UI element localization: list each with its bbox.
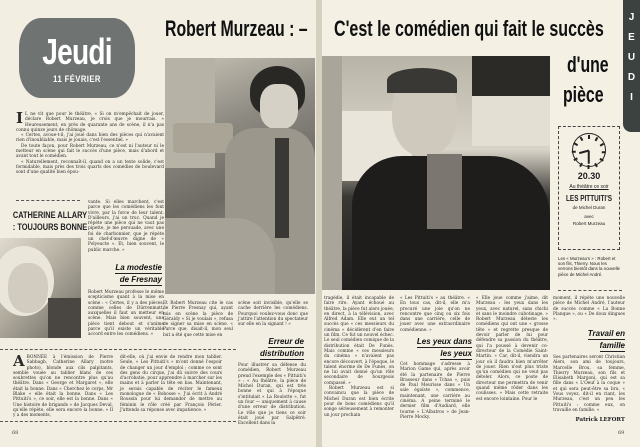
subhead-erreur: Erreur de distribution (260, 337, 304, 358)
showtime-time: 20.30 (577, 171, 601, 181)
photo-shirt (275, 138, 289, 238)
section-rule-top (0, 349, 236, 350)
page-number-left: 68 (12, 430, 19, 436)
caption-rule (558, 290, 622, 291)
photo-ledge (472, 96, 550, 146)
fresnay-col2: scène soit invisible, qu'elle se cache derrière les comédiens. Pourquoi voulez-vous donc que j'attire l'attention du spectateur sur elle en la signant ! » (238, 301, 308, 328)
photo-robert-murzeau (165, 58, 315, 294)
showtime-author: de Michel Duran (572, 205, 606, 210)
headline-line2: d'une (567, 52, 609, 77)
intro-article (16, 109, 164, 176)
right-page (322, 0, 640, 447)
author-signature: Patrick LEFORT (575, 417, 625, 423)
intro-continuation: vante. Si elles marchent, c'est parce que les comédiens les font vivre, par la force de leur talent. D'ailleurs, j'ai un truc. Quand je répète une pièce qui ne vaut pas pipette, je me persuade, avec une foi de charbonnier, que je répète un chef-d'œuvre digne de « Polyeucte ». Et, bien souvent, le public marche. » (88, 200, 164, 253)
photo-caption: Les « Murzeau's » : Robert et son fils, Thierry. Nous les verrons bientôt dans la nouvelle pièce de Michel André. (558, 256, 620, 277)
col3-text: « Elle joue comme j'aime, dit Murzeau : les yeux dans les yeux, avec naturel, sans chichi et sans le moindre cabotinage. » Robert Murzeau déteste les comédiens qui ont une « grosse tête » et regrette presque de devoir parler de lui pour défendre sa passion du théâtre, qui l'a poussé à devenir co-directeur de la Comédie Saint-Martin. « Car, dit-il, viendra un jour où il faudra bien m'arrêter de jouer. Rien n'est plus triste qu'un comédien qui ne veut pas dételer. Alors, ce poste de directeur me permettra de venir quand même rôder dans les coulisses. » Mais cette retraite est encore lointaine. Pour le (476, 296, 548, 402)
photo-catherine-hand (48, 298, 81, 338)
subhead-modestie: La modestie de Fresnay (115, 263, 162, 284)
photo-catherine-allary (0, 238, 81, 338)
photo-son-edge (322, 56, 342, 290)
catherine-heading: CATHERINE ALLARY : TOUJOURS BONNE (12, 210, 88, 233)
intro-p2: « Certes, avoue-t-il, j'ai joué dans bien des pièces qui n'avaient rien d'inoubliable, mais je jouais, c'est l'essentiel. » (16, 133, 164, 144)
modestie-text: Robert Murzeau professe le même scepticisme quant à la mise en scène : « Certes, il y a des pièces, comme celles de Dürrenmatt, auxquelles il faut un metteur en scène. Mais bien souvent, une pièce tient debout et s'anime parce qu'il existe un véritable accord entre les comédiens. » (88, 290, 164, 338)
photo-father-sweater (427, 154, 462, 229)
headline-line3: pièce (563, 82, 604, 107)
travail-text: Ses partenaires seront Christian Alers, son ami de toujours, Marcelle Brou, sa femme, Thierry Murzeau, son fils et Elisabeth Margoni, qui est sa fille dans « L'Oeuf à la coque » et qui sera peut-être sa bru. « Vous voyez, dit-il en riant, les Murzeau, c'est un peu les Pittuiti's : comme eux, on travaille en famille. » (553, 355, 625, 413)
showtime-label: Au théâtre ce soir (569, 184, 609, 190)
col2-text: « Les Pittuiti's » au théâtre. « En tous cas, dit-il, elle m'a procuré une joie qu'on ne rencontre que cinq ou six fois dans une carrière, celle de jouer avec une extraordinaire comédienne. » (400, 296, 470, 333)
intro-p3: De toute façon, pour Robert Murzeau, ce n'est ni l'auteur ni le metteur en scène qui fait le succès d'une pièce, mais d'abord et avant tout le comédien. (16, 143, 164, 160)
yeux-text: Cet hommage s'adresse à Marion Game qui, après avoir été la partenaire de Pierre Brasseur dans « Tchao », puis de Paul Meurisse dans « Un sale égoïste », commence, maintenant, une carrière au cinéma. A peine terminé le dernier film d'Audiard, elle tourne « L'Albatros » de Jean-Pierre Mocky. (400, 362, 470, 420)
erreur-text: Pour illustrer sa défense du comédien, Robert Murzeau prend l'exemple des « Pittuiti's » : « Au théâtre, la pièce de Michel Duran, qui est très bonne et qui à l'époque s'intitulait « La Roulotte », fut un four — uniquement à cause d'une erreur de distribution. Le rôle que je tiens ce soir était joué par Salpêtré. Excellent dans la (238, 363, 306, 427)
photo-catherine-face (8, 263, 48, 313)
catherine-col2: dit-elle, où j'ai envie de rendre mon tablier. Seule, « Les Pittuiti's » m'ont donné l'espoir de changer un jour d'emploi ; comme ce sont des gens du cirque, j'ai dû suivre des cours d'acrobatie, pour apprendre à marcher sur les mains et à parler la tête en bas. Maintenant, je serais capable de réciter le fameux monologue de « Bobosse ». J'ai écrit à André Roussin pour lui demander de mettre au féminin le rôle créé par François Périer. J'attends sa réponse avec impatience. » (120, 355, 222, 413)
dropcap-i: I (16, 109, 24, 127)
catherine-col1: A BONNÉE à l'émission de Pierre Sabbagh, Catherine Allary (notre photo), blonde aux cils palpitants, semble vouée au tablier blanc de ces soubrettes qu'on ne rencontre plus qu'au théâtre. Dans « George et Margaret », elle était la bonne. Dans « Cherchez le corps, Mr Blake » elle était la bonne. Dans « Les Pittuiti's », ce soir, elle est la bonne. Dans « Une histoire de brigands » de Jacques Deval, qu'elle répète, elle sera encore la bonne. « Il y a des moments, (13, 352, 113, 419)
left-page (0, 0, 316, 447)
badge-date: 11 FÉVRIER (53, 74, 101, 84)
headline-left: Robert Murzeau : – (165, 16, 308, 41)
dropcap-a: A (13, 352, 25, 370)
showtime-title: LES PITTUITI'S (566, 194, 612, 203)
showtime-actor: Robert Murzeau (572, 221, 606, 226)
photo-father-hair (387, 68, 457, 93)
side-tab-jeudi: J E U D I (623, 0, 640, 132)
intro-p4a: « Naturellement, reconnaît-il, quand on a un texte solide, c'est formidable, mais près des trois quarts des comédies de boulevard sont d'une qualité bien épou- (16, 159, 164, 176)
subhead-yeux: Les yeux dans les yeux (416, 337, 472, 358)
col1-text: tragédie, il était incapable de faire rire. Ayant échoué au théâtre, la pièce fut alors jouée, en direct, à la télévision, avec Alfred Adam. Elle eut un tel succès que « ces messieurs du cinéma » décidèrent d'en faire un film. Ce fut un nouvel échec. Le seul comédien comique de la distribution était De Funès. Mais comme « ces messieurs du cinéma » n'avaient pas encore découvert, à l'époque, le talent énorme de De Funès, on ne lui avait donné qu'un rôle secondaire de bourgeois compassé. » Robert Murzeau est si convaincu que la pièce de Michel Duran est bien écrite pour de bons comédiens qu'il songe sérieusement à remonter un jour prochain (324, 296, 394, 418)
showtime-with: avec (584, 214, 594, 219)
badge-day: Jeudi (42, 31, 112, 72)
photo-table (173, 123, 233, 153)
subhead-travail: Travail en famille (587, 329, 625, 350)
fresnay-col1: Et Robert Murzeau cite le cas de Pierre Fresnay qui, ayant mis en scène la pièce de Géraldy « Si je voulais », refusa de signer sa mise en scène. « Parce que, disait-il, mon seul but a été que cette mise en (163, 301, 233, 338)
headline-right: C'est le comédien qui fait le succès (334, 16, 604, 41)
clock-icon (572, 133, 606, 167)
col4-text: moment, il répète une nouvelle pièce de Michel André, l'auteur de succès comme « La Bonne Planque », ou « De doux dingues ». (553, 296, 625, 323)
photo-dark-bg (472, 56, 550, 96)
photo-murzeau-and-son (322, 56, 550, 290)
tv-day-badge (19, 18, 135, 98)
intro-p1: L ne vit que pour le théâtre. « Si on m'empêchait de jouer, déclare Robert Murzeau, je crois que je mourrais. » Heureusement, en près de quarante ans de scène, il n'a pas connu quinze jours de chômage. (16, 112, 164, 133)
photo-legs (165, 218, 275, 294)
photo-face (260, 84, 298, 129)
divider-rule (16, 200, 80, 201)
showtime-box (558, 126, 620, 250)
section-rule-bottom (0, 421, 236, 422)
page-number-right: 69 (618, 430, 625, 436)
